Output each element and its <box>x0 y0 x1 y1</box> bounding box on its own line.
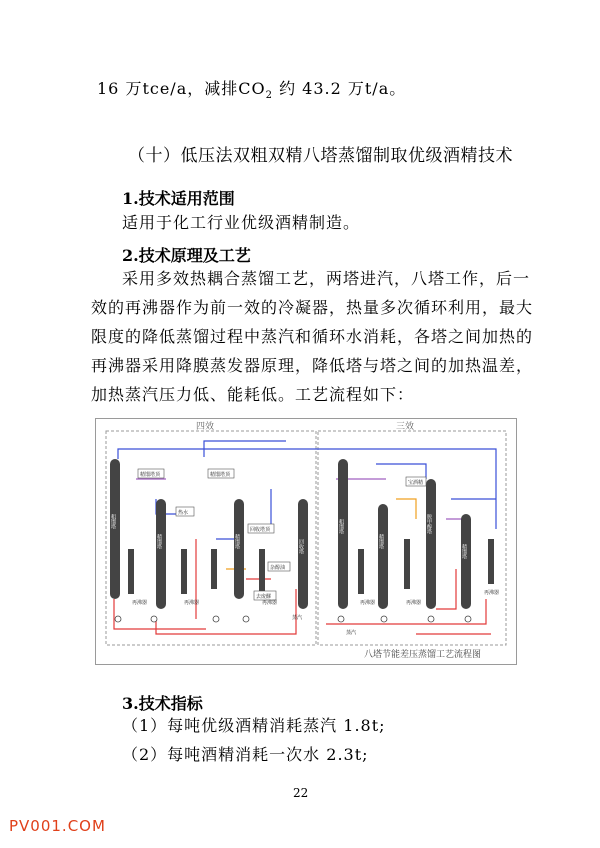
left-reboiler-4 <box>211 549 217 589</box>
intro-text-a: 16 万tce/a，减排CO <box>97 79 266 98</box>
label-left-reb1: 再沸器 <box>132 600 148 606</box>
zone-frame-left <box>106 431 316 645</box>
left-column-2 <box>156 499 166 609</box>
label-right-reb3: 再沸器 <box>484 590 500 596</box>
intro-subscript: 2 <box>265 90 273 102</box>
heading-indicators: 3.技术指标 <box>122 694 203 713</box>
right-column-4 <box>461 514 471 609</box>
label-left-col3: 精馏塔 <box>234 534 240 549</box>
right-column-2 <box>378 504 388 609</box>
left-column-3 <box>234 499 244 599</box>
label-left-col1: 粗馏塔 <box>110 514 116 529</box>
label-left-reb2: 再沸器 <box>184 600 200 606</box>
right-reboiler-3 <box>488 539 494 584</box>
heading-scope: 1.技术适用范围 <box>122 189 235 208</box>
label-right-reb1: 再沸器 <box>360 600 376 606</box>
principle-line-5: 加热蒸汽压力低、能耗低。工艺流程如下： <box>91 385 415 404</box>
indicator-1: （1）每吨优级酒精消耗蒸汽 1.8t; <box>122 716 386 735</box>
label-right-col4: 精馏塔 <box>461 544 467 559</box>
label-right-col2: 精馏塔 <box>378 534 384 549</box>
process-flow-svg <box>96 419 516 664</box>
label-box-mid: 回收塔顶 <box>250 527 271 533</box>
left-column-1 <box>110 459 120 599</box>
principle-line-4: 再沸器采用降膜蒸发器原理，降低塔与塔之间的加热温差， <box>91 356 534 375</box>
right-reboiler-2 <box>404 539 410 589</box>
zone-right-label: 三效 <box>396 422 415 432</box>
label-right-reb2: 再沸器 <box>406 600 422 606</box>
left-column-4 <box>298 499 308 609</box>
watermark-logo: PV001.COM <box>9 817 106 835</box>
label-left-reb3: 再沸器 <box>262 600 278 606</box>
intro-line <box>97 74 406 110</box>
scope-text: 适用于化工行业优级酒精制造。 <box>122 213 361 232</box>
label-right-steam: 蒸汽 <box>346 630 357 636</box>
label-box-hot: 热水 <box>178 510 189 516</box>
figure-caption: 八塔节能差压蒸馏工艺流程图 <box>364 650 482 660</box>
left-reboiler-1 <box>128 549 134 594</box>
label-box-b1: 杂醇油 <box>270 565 286 571</box>
label-box-top2: 精馏塔顶 <box>210 472 231 478</box>
label-box-top1: 精馏塔顶 <box>140 472 161 478</box>
section-title: （十）低压法双粗双精八塔蒸馏制取优级酒精技术 <box>128 146 513 166</box>
process-flow-diagram <box>95 418 517 665</box>
label-box-b2: 去废醪 <box>256 594 272 600</box>
left-reboiler-2 <box>181 549 187 594</box>
right-reboiler-1 <box>358 549 364 594</box>
indicator-2: （2）每吨酒精消耗一次水 2.3t; <box>122 745 369 764</box>
right-column-1 <box>338 459 348 609</box>
principle-line-3: 限度的降低蒸馏过程中蒸汽和循环水消耗，各塔之间加热的 <box>91 327 534 346</box>
principle-line-1: 采用多效热耦合蒸馏工艺，两塔进汽，八塔工作，后一 <box>122 269 531 288</box>
label-right-col1: 粗馏塔 <box>338 519 344 534</box>
left-reboiler-3 <box>259 549 265 594</box>
label-box-right-a: 宝酒精 <box>408 480 424 486</box>
page-number: 22 <box>293 786 309 800</box>
right-column-3 <box>426 479 436 609</box>
zone-left-label: 四效 <box>196 422 215 432</box>
label-left-steam: 蒸汽 <box>292 615 303 621</box>
intro-text-b: 约 43.2 万t/a。 <box>272 79 407 98</box>
heading-principle: 2.技术原理及工艺 <box>122 246 251 265</box>
label-left-col4: 回收塔 <box>298 539 304 554</box>
principle-line-2: 效的再沸器作为前一效的冷凝器，热量多次循环利用，最大 <box>91 298 534 317</box>
label-left-col2: 精馏塔 <box>156 534 162 549</box>
label-right-col3: 脱甲醇塔 <box>426 514 432 534</box>
